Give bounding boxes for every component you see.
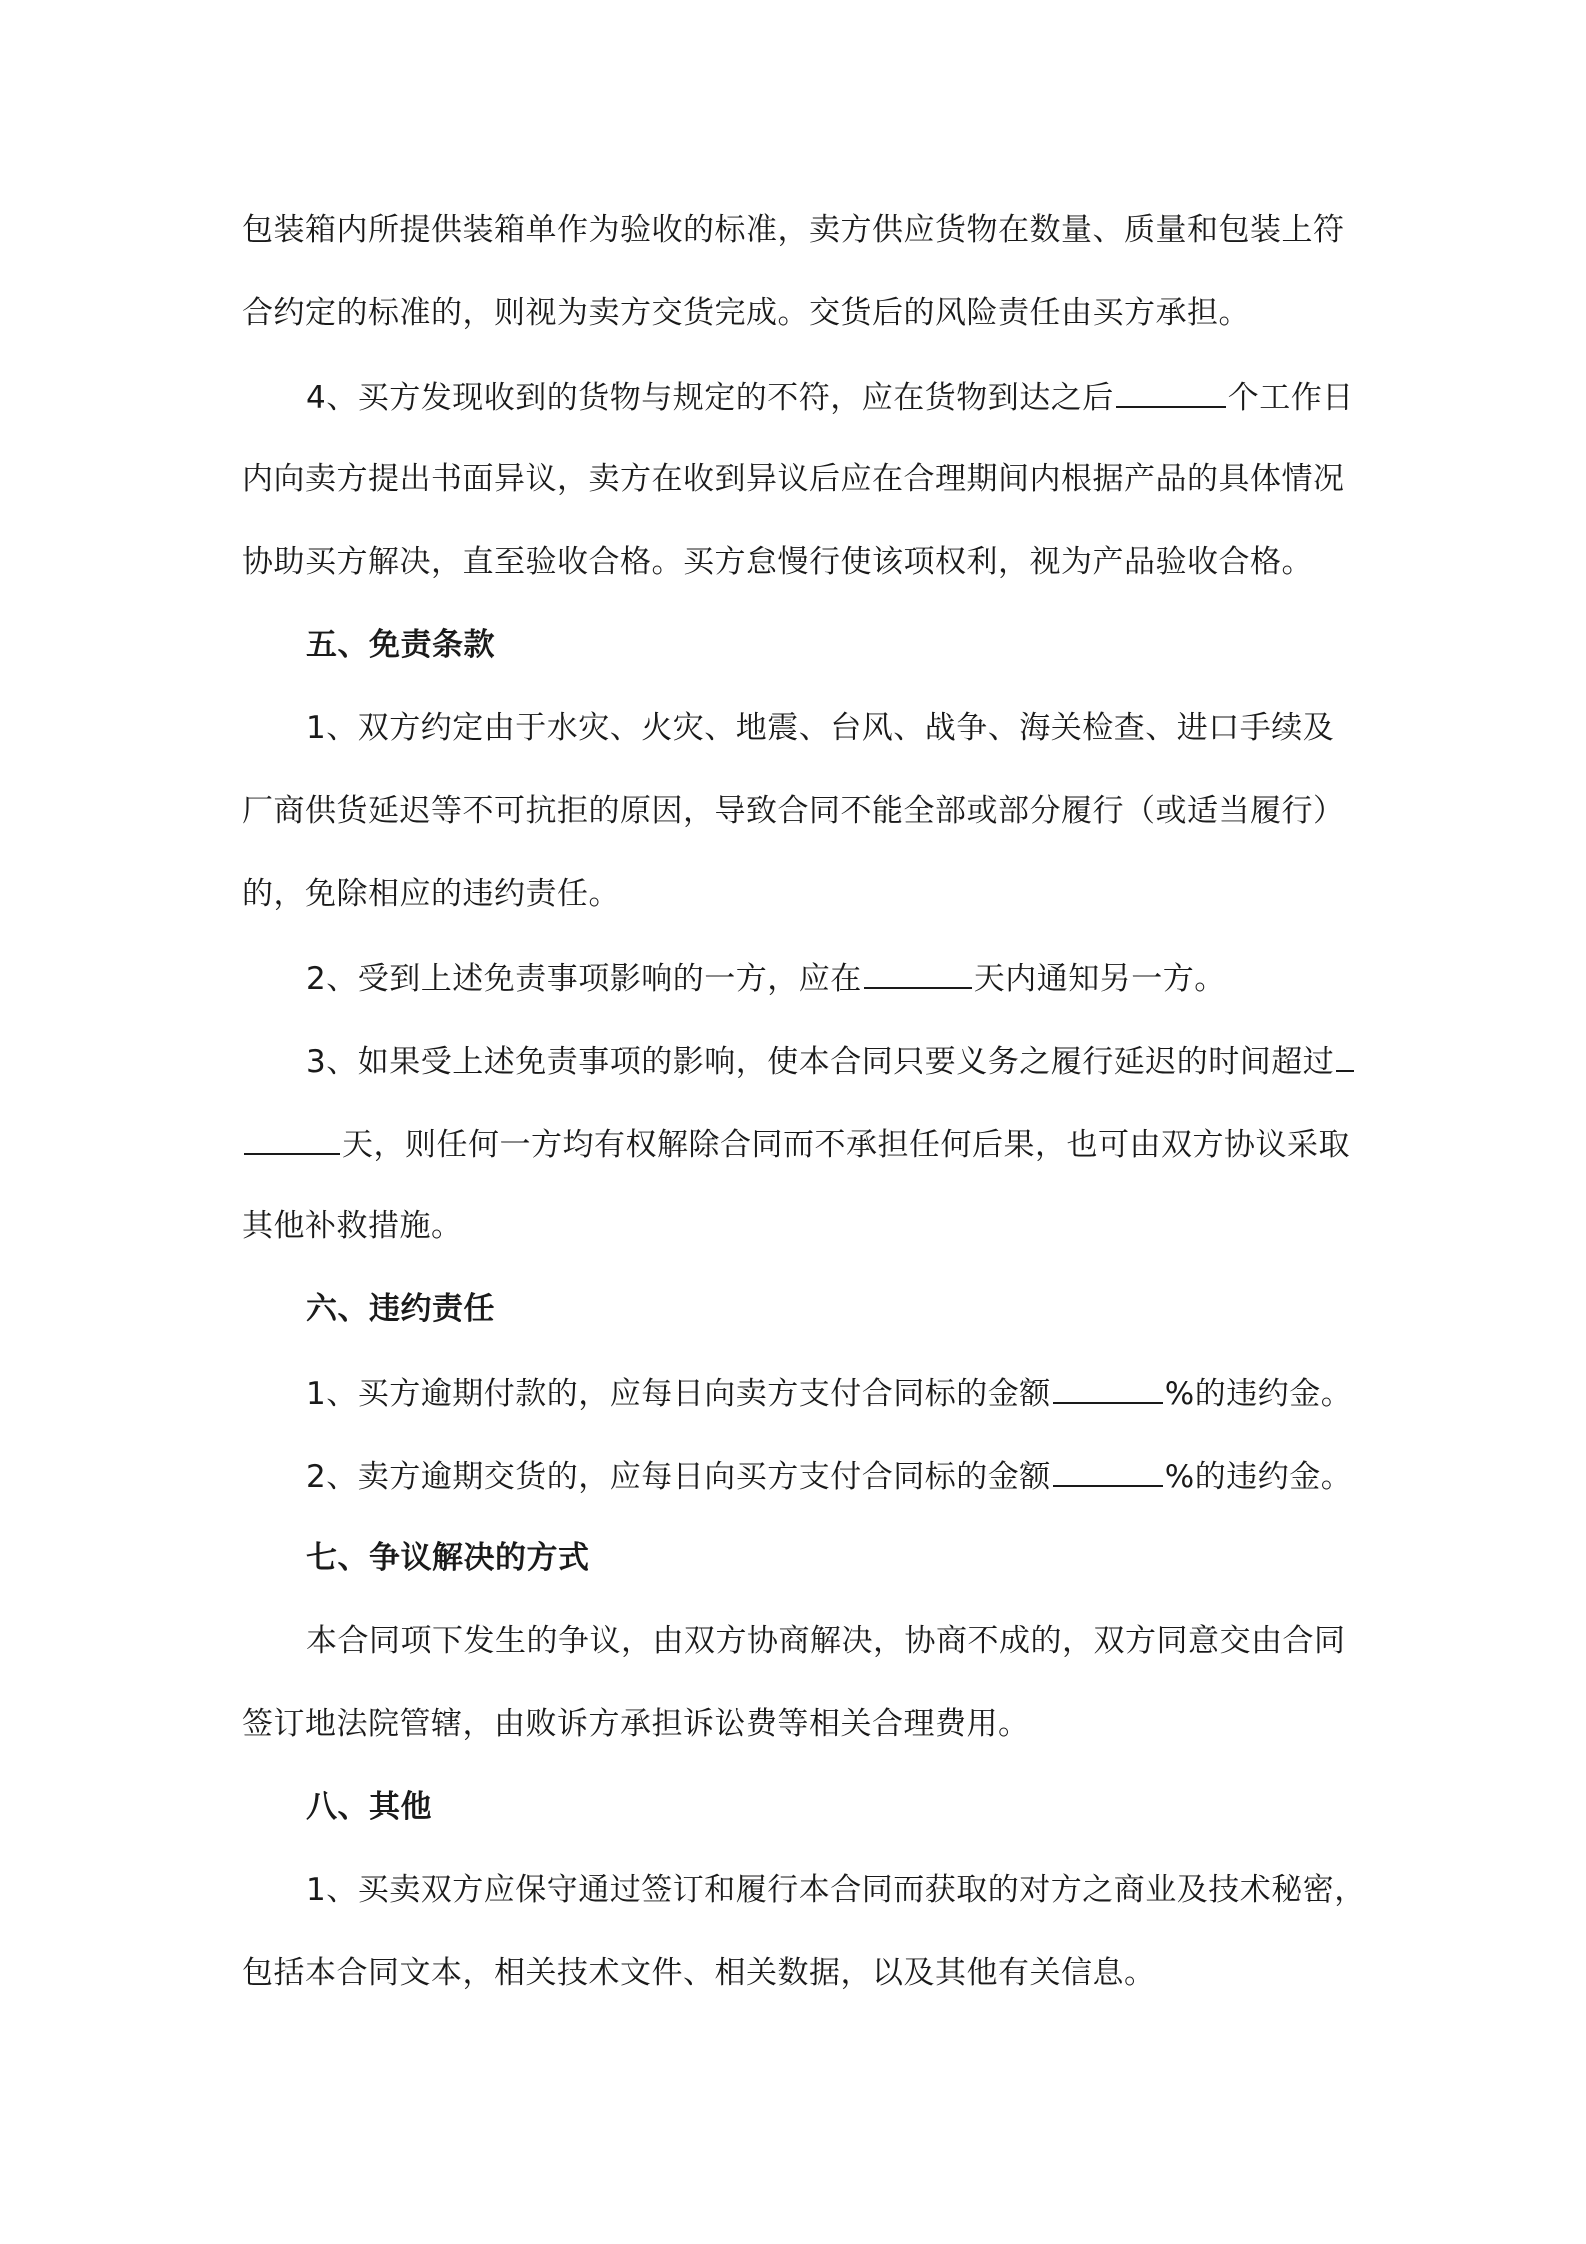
paragraph-line [306,1455,1352,1497]
section-heading [306,1787,432,1827]
paragraph-line [242,1206,463,1246]
section-heading [306,1289,495,1329]
text: 其他补救措施。 [242,1208,463,1244]
paragraph-line [306,1040,1356,1082]
text: 内向卖方提出书面异议，卖方在收到异议后应在合理期间内根据产品的具体情况 [242,461,1345,497]
paragraph-line [242,1953,1156,1993]
text: 包装箱内所提供装箱单作为验收的标准，卖方供应货物在数量、质量和包装上符 [242,212,1345,248]
clause-4-line [306,376,1354,418]
heading-text: 六、违约责任 [306,1291,495,1327]
paragraph-line [306,1372,1352,1414]
blank-field [1053,1372,1163,1404]
paragraph-line [306,708,1334,748]
paragraph-line [242,293,1250,333]
heading-text: 五、免责条款 [306,627,495,663]
text: 厂商供货延迟等不可抗拒的原因，导致合同不能全部或部分履行（或适当履行） [242,793,1345,829]
text: 2、受到上述免责事项影响的一方，应在 [306,961,862,997]
text: 个工作日 [1227,380,1354,416]
text: 天内通知另一方。 [973,961,1226,997]
text: %的违约金。 [1164,1459,1353,1495]
text: 4、买方发现收到的货物与规定的不符，应在货物到达之后 [306,380,1114,416]
paragraph-line [306,1870,1366,1910]
text: 2、卖方逾期交货的，应每日向买方支付合同标的金额 [306,1459,1051,1495]
text: 3、如果受上述免责事项的影响，使本合同只要义务之履行延迟的时间超过 [306,1044,1335,1080]
paragraph-line [306,957,1226,999]
section-heading [306,625,495,665]
text: 包括本合同文本，相关技术文件、相关数据，以及其他有关信息。 [242,1955,1156,1991]
text: 1、买方逾期付款的，应每日向卖方支付合同标的金额 [306,1376,1051,1412]
text: %的违约金。 [1164,1376,1353,1412]
paragraph-line [242,210,1345,250]
text: 签订地法院管辖，由败诉方承担诉讼费等相关合理费用。 [242,1706,1030,1742]
text: 1、买卖双方应保守通过签订和履行本合同而获取的对方之商业及技术秘密， [306,1872,1366,1908]
paragraph-line [306,1621,1346,1661]
heading-text: 七、争议解决的方式 [306,1540,590,1576]
paragraph-line [242,1123,1350,1165]
paragraph-line [242,1704,1030,1744]
blank-field [1116,376,1226,408]
text: 合约定的标准的，则视为卖方交货完成。交货后的风险责任由买方承担。 [242,295,1250,331]
paragraph-line [242,542,1313,582]
blank-field [1336,1040,1354,1072]
blank-field [864,957,972,989]
text: 天，则任何一方均有权解除合同而不承担任何后果，也可由双方协议采取 [342,1127,1350,1163]
section-heading [306,1538,590,1578]
text: 本合同项下发生的争议，由双方协商解决，协商不成的，双方同意交由合同 [306,1623,1346,1659]
blank-field [244,1123,340,1155]
paragraph-line [242,874,620,914]
blank-field [1053,1455,1163,1487]
text: 协助买方解决，直至验收合格。买方怠慢行使该项权利，视为产品验收合格。 [242,544,1313,580]
paragraph-line [242,459,1345,499]
heading-text: 八、其他 [306,1789,432,1825]
text: 1、双方约定由于水灾、火灾、地震、台风、战争、海关检查、进口手续及 [306,710,1335,746]
text: 的，免除相应的违约责任。 [242,876,620,912]
paragraph-line [242,791,1345,831]
